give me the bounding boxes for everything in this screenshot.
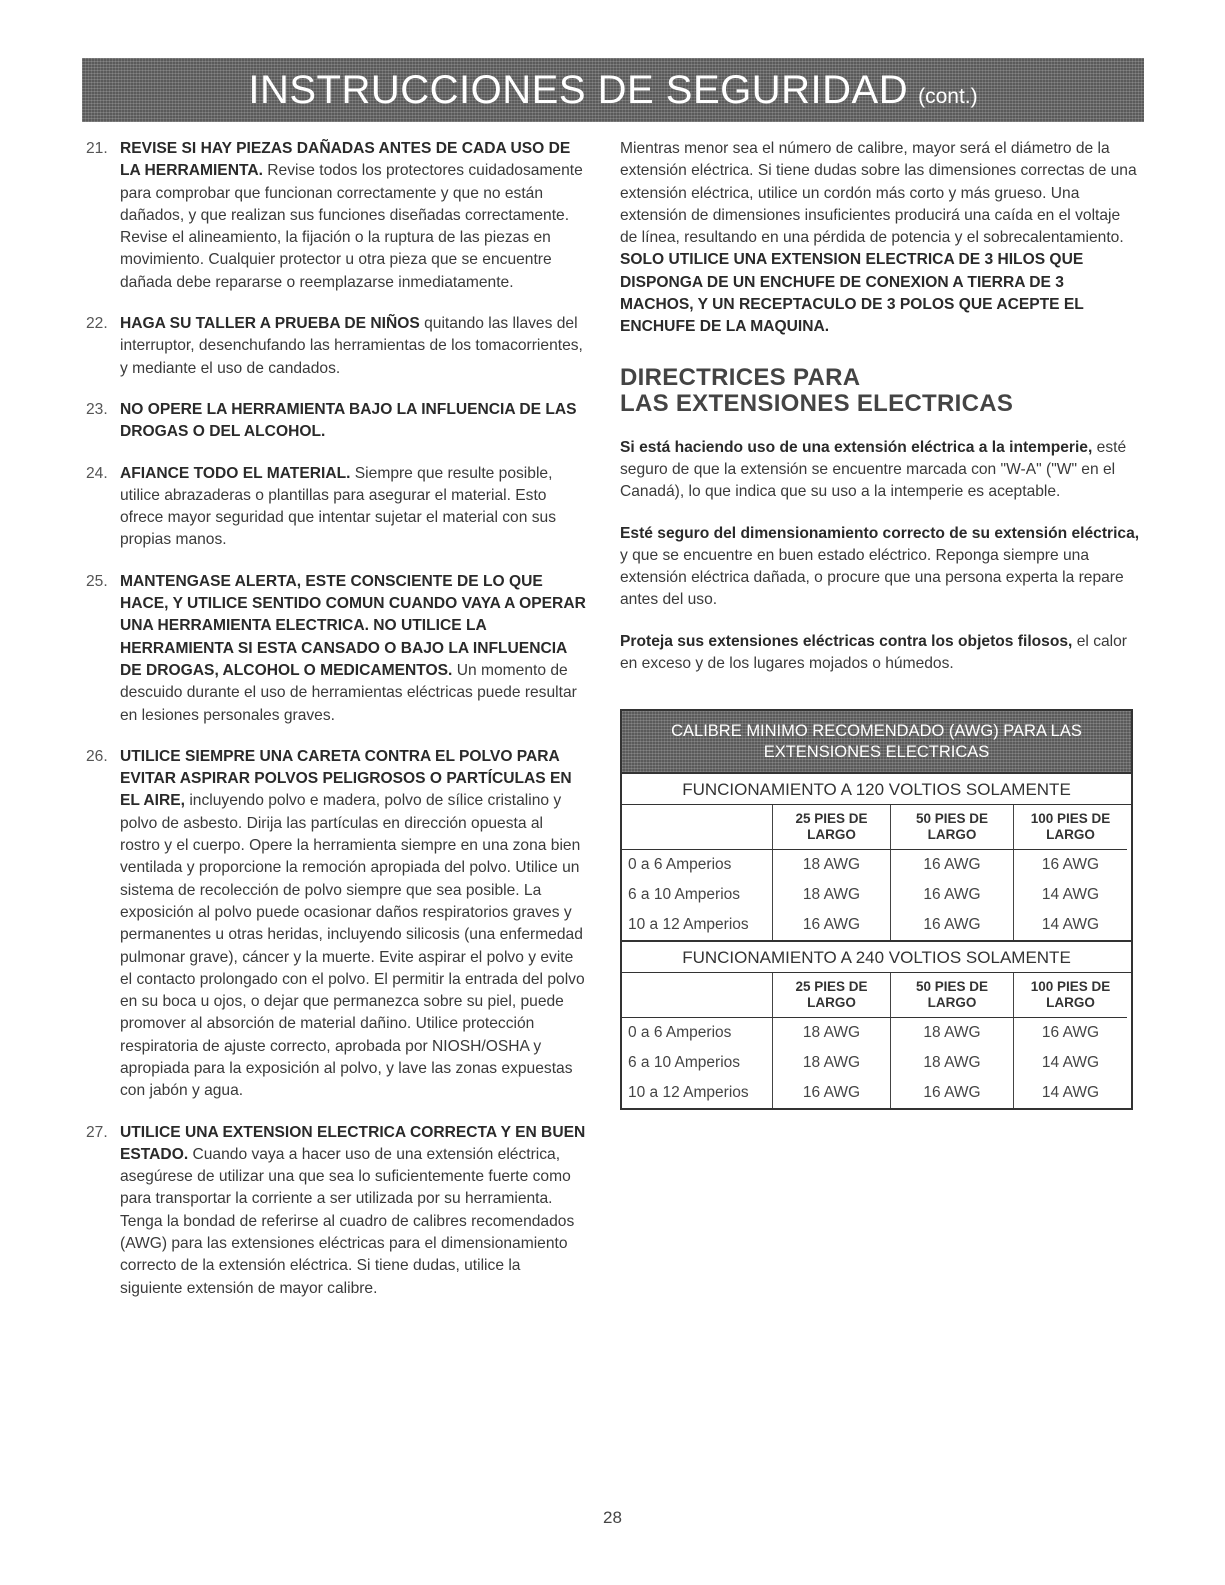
guideline-text: y que se encuentre en buen estado eléctrico. Reponga siempre una extensión eléctrica dañada, o procure que una persona experta la repare antes del uso. (620, 546, 1124, 609)
length-column-header: 100 PIES DE LARGO (1013, 805, 1127, 850)
section-heading-line1: DIRECTRICES PARA (620, 363, 861, 391)
item-bold-text: MANTENGASE ALERTA, ESTE CONSCIENTE DE LO QUE HACE, Y UTILICE SENTIDO COMUN CUANDO VAYA A OPERAR UNA HERRAMIENTA ELECTRICA. NO UTILICE LA HERRAMIENTA SI ESTA CANSADO O BAJO LA INFLUENCIA DE DROGAS, ALCOHOL O MEDICAMENTOS. (120, 572, 586, 679)
awg-value-cell: 18 AWG (890, 1018, 1013, 1048)
item-bold-text: HAGA SU TALLER A PRUEBA DE NIÑOS (120, 315, 420, 333)
corner-cell (622, 805, 772, 850)
awg-value-cell: 14 AWG (1013, 1078, 1127, 1108)
item-bold-text: REVISE SI HAY PIEZAS DAÑADAS ANTES DE CADA USO DE LA HERRAMIENTA. (120, 140, 571, 180)
section-heading (620, 365, 1140, 417)
guideline-paragraphs (620, 437, 1140, 676)
item-bold-text: AFIANCE TODO EL MATERIAL. (120, 464, 351, 482)
awg-value-cell: 18 AWG (772, 1048, 890, 1078)
amperage-label: 6 a 10 Amperios (628, 886, 741, 904)
item-number: 21. (86, 140, 108, 157)
voltage-section-title: FUNCIONAMIENTO A 120 VOLTIOS SOLAMENTE (622, 772, 1131, 805)
awg-sections (622, 772, 1131, 1108)
awg-value-cell: 16 AWG (772, 910, 890, 940)
safety-item (86, 1122, 586, 1300)
safety-item (86, 399, 586, 444)
left-column (86, 138, 586, 1319)
awg-value-cell: 16 AWG (772, 1078, 890, 1108)
awg-header-line1: CALIBRE MINIMO RECOMENDADO (AWG) PARA LAS (671, 721, 1082, 740)
awg-value-cell: 14 AWG (1013, 1048, 1127, 1078)
gauge-intro-text: Mientras menor sea el número de calibre, mayor será el diámetro de la extensión eléctrica. Si tiene dudas sobre las dimensiones correctas de una extensión eléctrica, utilice un cordón más corto y más grueso. Una extensión de dimensiones insuficientes producirá una caída en el voltaje de línea, resultando en una pérdida de potencia y el sobrecalentamiento. (620, 140, 1137, 247)
banner-title: INSTRUCCIONES DE SEGURIDAD (248, 68, 909, 112)
guideline-bold: Esté seguro del dimensionamiento correcto de su extensión eléctrica, (620, 524, 1140, 542)
awg-value-cell: 18 AWG (772, 850, 890, 880)
item-bold-text: UTILICE UNA EXTENSION ELECTRICA CORRECTA Y EN BUEN ESTADO. (120, 1123, 586, 1163)
guideline-paragraph (620, 631, 1140, 676)
item-number: 25. (86, 572, 108, 590)
awg-value-cell: 18 AWG (772, 1018, 890, 1048)
safety-item (86, 746, 586, 1103)
safety-item (86, 313, 586, 380)
safety-item (86, 138, 586, 294)
guideline-paragraph (620, 523, 1140, 612)
safety-item (86, 571, 586, 727)
item-body (120, 399, 586, 444)
gauge-intro-bold: SOLO UTILICE UNA EXTENSION ELECTRICA DE 3 HILOS QUE DISPONGA DE UN ENCHUFE DE CONEXION A TIERRA DE 3 MACHOS, Y UN RECEPTACULO DE 3 POLOS QUE ACEPTE EL ENCHUFE DE LA MAQUINA. (620, 251, 1084, 336)
awg-value-cell: 16 AWG (890, 910, 1013, 940)
item-body (120, 1122, 586, 1300)
awg-value-cell: 14 AWG (1013, 880, 1127, 910)
awg-table-header (622, 711, 1131, 772)
item-body (120, 313, 586, 380)
length-column-header: 100 PIES DE LARGO (1013, 973, 1127, 1018)
amperage-label: 10 a 12 Amperios (628, 916, 749, 934)
item-number: 22. (86, 315, 108, 333)
awg-value-cell: 18 AWG (890, 1048, 1013, 1078)
length-column-header: 50 PIES DE LARGO (890, 973, 1013, 1018)
length-column-header: 50 PIES DE LARGO (890, 805, 1013, 850)
item-text: quitando las llaves del interruptor, desenchufando las herramientas de los tomacorrientes, y mediante el uso de candados. (120, 315, 583, 377)
awg-value-cell: 16 AWG (890, 880, 1013, 910)
amperage-label: 0 a 6 Amperios (628, 1024, 732, 1042)
awg-value-cell: 16 AWG (1013, 850, 1127, 880)
awg-grid (622, 973, 1131, 1108)
item-body (120, 571, 586, 727)
item-text: incluyendo polvo e madera, polvo de sílice cristalino y polvo de asbesto. Dirija las partículas en dirección opuesta al rostro y el cuerpo. Opere la herramienta siempre en una zona bien ventilada y proporcione la remoción apropiada del polvo. Utilice un sistema de recolección de polvo siempre que sea posible. La exposición al polvo puede ocasionar daños respiratorios graves y permanentes u otras heridas, incluyendo silicosis (una enfermedad pulmonar grave), cáncer y la muerte. Evite aspirar el polvo y evite el contacto prolongado con el polvo. El permitir la entrada del polvo en su boca u ojos, o dejar que permanezca sobre su piel, puede promover al absorción de material dañino. Utilice protección respiratoria de ajuste correcto, aprobada por NIOSH/OSHA y apropiada para la exposición al polvo, y lave las zonas expuestas con jabón y agua. (120, 792, 585, 1100)
guideline-paragraph (620, 437, 1140, 504)
guideline-text: el calor en exceso y de los lugares mojados o húmedos. (620, 632, 1127, 673)
item-bold-text: UTILICE SIEMPRE UNA CARETA CONTRA EL POLVO PARA EVITAR ASPIRAR POLVOS PELIGROSOS O PARTÍCULAS EN EL AIRE, (120, 747, 572, 810)
guideline-bold: Proteja sus extensiones eléctricas contra los objetos filosos, (620, 632, 1073, 650)
item-number: 26. (86, 747, 108, 765)
safety-item (86, 463, 586, 552)
banner-suffix: (cont.) (918, 85, 978, 108)
item-text: Revise todos los protectores cuidadosamente para comprobar que funcionan correctamente y que no están dañados, y que realizan sus funciones diseñadas correctamente. Revise el alineamiento, la fijación o la ruptura de las piezas en movimiento. Cualquier protector u otra pieza que se encuentre dañada debe repararse o reemplazarse inmediatamente. (120, 162, 583, 291)
item-text: Un momento de descuido durante el uso de herramientas eléctricas puede resultar en lesiones personales graves. (120, 661, 577, 724)
right-column (620, 138, 1140, 1110)
awg-value-cell: 16 AWG (890, 1078, 1013, 1108)
awg-value-cell: 18 AWG (772, 880, 890, 910)
amperage-label: 0 a 6 Amperios (628, 856, 732, 874)
length-column-header: 25 PIES DE LARGO (772, 973, 890, 1018)
awg-value-cell: 16 AWG (1013, 1018, 1127, 1048)
awg-header-line2: EXTENSIONES ELECTRICAS (763, 742, 990, 761)
page-banner (82, 58, 1144, 122)
amperage-label: 6 a 10 Amperios (628, 1054, 741, 1072)
voltage-section-title: FUNCIONAMIENTO A 240 VOLTIOS SOLAMENTE (622, 940, 1131, 973)
guideline-bold: Si está haciendo uso de una extensión eléctrica a la intemperie, (620, 438, 1093, 456)
amperage-label: 10 a 12 Amperios (628, 1084, 749, 1102)
awg-table (620, 709, 1133, 1110)
item-text: Siempre que resulte posible, utilice abrazaderas o plantillas para asegurar el material. Esto ofrece mayor seguridad que intentar sujetar el material con sus propias manos. (120, 464, 556, 549)
item-text: Cuando vaya a hacer uso de una extensión eléctrica, asegúrese de utilizar una que sea lo suficientemente fuerte como para transportar la corriente a ser utilizada por su herramienta. Tenga la bondad de referirse al cuadro de calibres recomendados (AWG) para las extensiones eléctricas para el dimensionamiento correcto de la extensión eléctrica. Si tiene dudas, utilice la siguiente extensión de mayor calibre. (120, 1145, 575, 1297)
page-number: 28 (603, 1508, 622, 1527)
item-number: 24. (86, 464, 108, 482)
awg-value-cell: 16 AWG (890, 850, 1013, 880)
gauge-intro-paragraph (620, 138, 1140, 339)
item-number: 27. (86, 1123, 108, 1141)
corner-cell (622, 973, 772, 1018)
item-number: 23. (86, 400, 108, 418)
awg-value-cell: 14 AWG (1013, 910, 1127, 940)
item-body (120, 746, 586, 1103)
safety-items-list (86, 138, 586, 1300)
item-body (120, 138, 586, 294)
item-body (120, 463, 586, 552)
guideline-text: esté seguro de que la extensión se encuentre marcada con "W-A" ("W" en el Canadá), lo que indica que su uso a la intemperie es aceptable. (620, 438, 1127, 501)
length-column-header: 25 PIES DE LARGO (772, 805, 890, 850)
awg-grid (622, 805, 1131, 940)
item-bold-text: NO OPERE LA HERRAMIENTA BAJO LA INFLUENCIA DE LAS DROGAS O DEL ALCOHOL. (120, 400, 577, 441)
section-heading-line2: LAS EXTENSIONES ELECTRICAS (620, 389, 1014, 417)
